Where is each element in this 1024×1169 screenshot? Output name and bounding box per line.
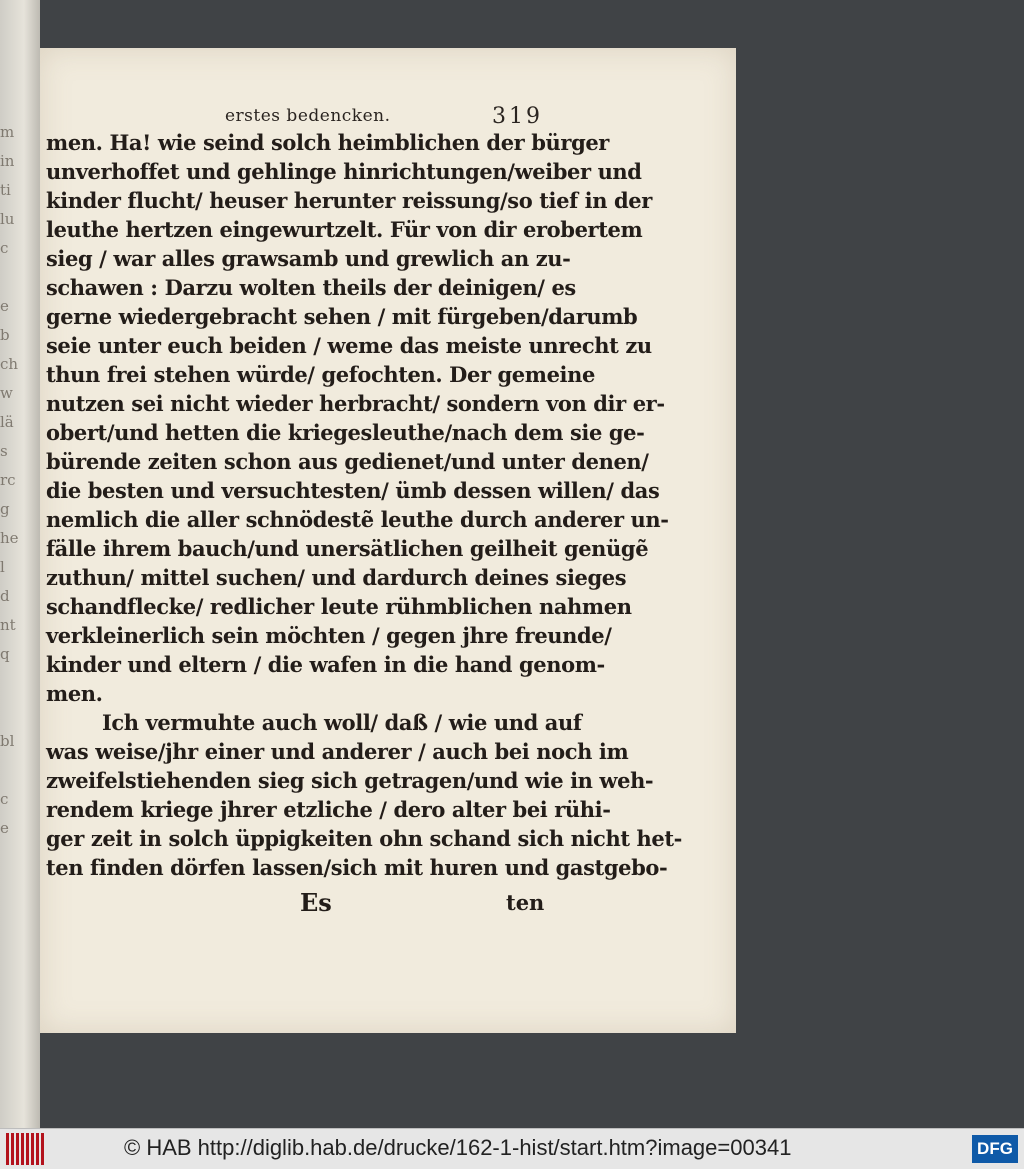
text-line: die besten und versuchtesten/ ümb dessen willen/ das xyxy=(46,478,660,503)
text-line: obert/und hetten die kriegesleuthe/nach dem sie ge- xyxy=(46,420,645,445)
footer-bar xyxy=(0,1128,1024,1169)
text-line: zweifelstiehenden sieg sich getragen/und wie in weh- xyxy=(46,768,654,793)
facing-page-edge xyxy=(0,0,40,1128)
text-line: leuthe hertzen eingewurtzelt. Für von dir erobertem xyxy=(46,217,643,242)
text-line: kinder flucht/ heuser herunter reissung/so tief in der xyxy=(46,188,652,213)
text-line: verkleinerlich sein möchten / gegen jhre freunde/ xyxy=(46,623,612,648)
text-line: nemlich die aller schnödestẽ leuthe durch anderer un- xyxy=(46,507,669,532)
book-page xyxy=(40,48,736,1033)
text-line: bürende zeiten schon aus gedienet/und unter denen/ xyxy=(46,449,649,474)
text-line: kinder und eltern / die wafen in die hand genom- xyxy=(46,652,605,677)
page-number: 319 xyxy=(492,104,543,129)
text-line: ger zeit in solch üppigkeiten ohn schand sich nicht het- xyxy=(46,826,682,851)
source-credit-link[interactable]: © HAB http://diglib.hab.de/drucke/162-1-hist/start.htm?image=00341 xyxy=(124,1135,792,1160)
text-line: rendem kriege jhrer etzliche / dero alter bei rühi- xyxy=(46,797,611,822)
text-line: men. Ha! wie seind solch heimblichen der bürger xyxy=(46,130,609,155)
text-line: nutzen sei nicht wieder herbracht/ sondern von dir er- xyxy=(46,391,665,416)
body-text xyxy=(46,128,682,882)
text-line: seie unter euch beiden / weme das meiste unrecht zu xyxy=(46,333,652,358)
text-line: Ich vermuhte auch woll/ daß / wie und auf xyxy=(102,710,582,735)
text-line: sieg / war alles grawsamb und grewlich an zu- xyxy=(46,246,571,271)
text-line: zuthun/ mittel suchen/ und dardurch deines sieges xyxy=(46,565,627,590)
text-line: ten finden dörfen lassen/sich mit huren und gastgebo- xyxy=(46,855,668,880)
text-line: schawen : Darzu wolten theils der deinigen/ es xyxy=(46,275,576,300)
catch-initial: Es xyxy=(300,888,332,917)
facing-page-bleed-text: m in ti lu c e b ch w lä s rc g he l d nt q bl c e xyxy=(0,123,19,837)
text-line: fälle ihrem bauch/und unersätlichen geilheit genügẽ xyxy=(46,536,649,561)
dfg-logo-icon[interactable]: DFG xyxy=(972,1135,1018,1163)
text-line: gerne wiedergebracht sehen / mit fürgeben/darumb xyxy=(46,304,638,329)
running-title: erstes bedencken. xyxy=(225,106,391,126)
text-line: thun frei stehen würde/ gefochten. Der gemeine xyxy=(46,362,595,387)
text-line: unverhoffet und gehlinge hinrichtungen/weiber und xyxy=(46,159,642,184)
hab-logo-icon[interactable] xyxy=(6,1133,46,1165)
catchword: ten xyxy=(506,890,545,915)
text-line: men. xyxy=(46,681,103,706)
text-line: was weise/jhr einer und anderer / auch bei noch im xyxy=(46,739,629,764)
text-line: schandflecke/ redlicher leute rühmblichen nahmen xyxy=(46,594,632,619)
